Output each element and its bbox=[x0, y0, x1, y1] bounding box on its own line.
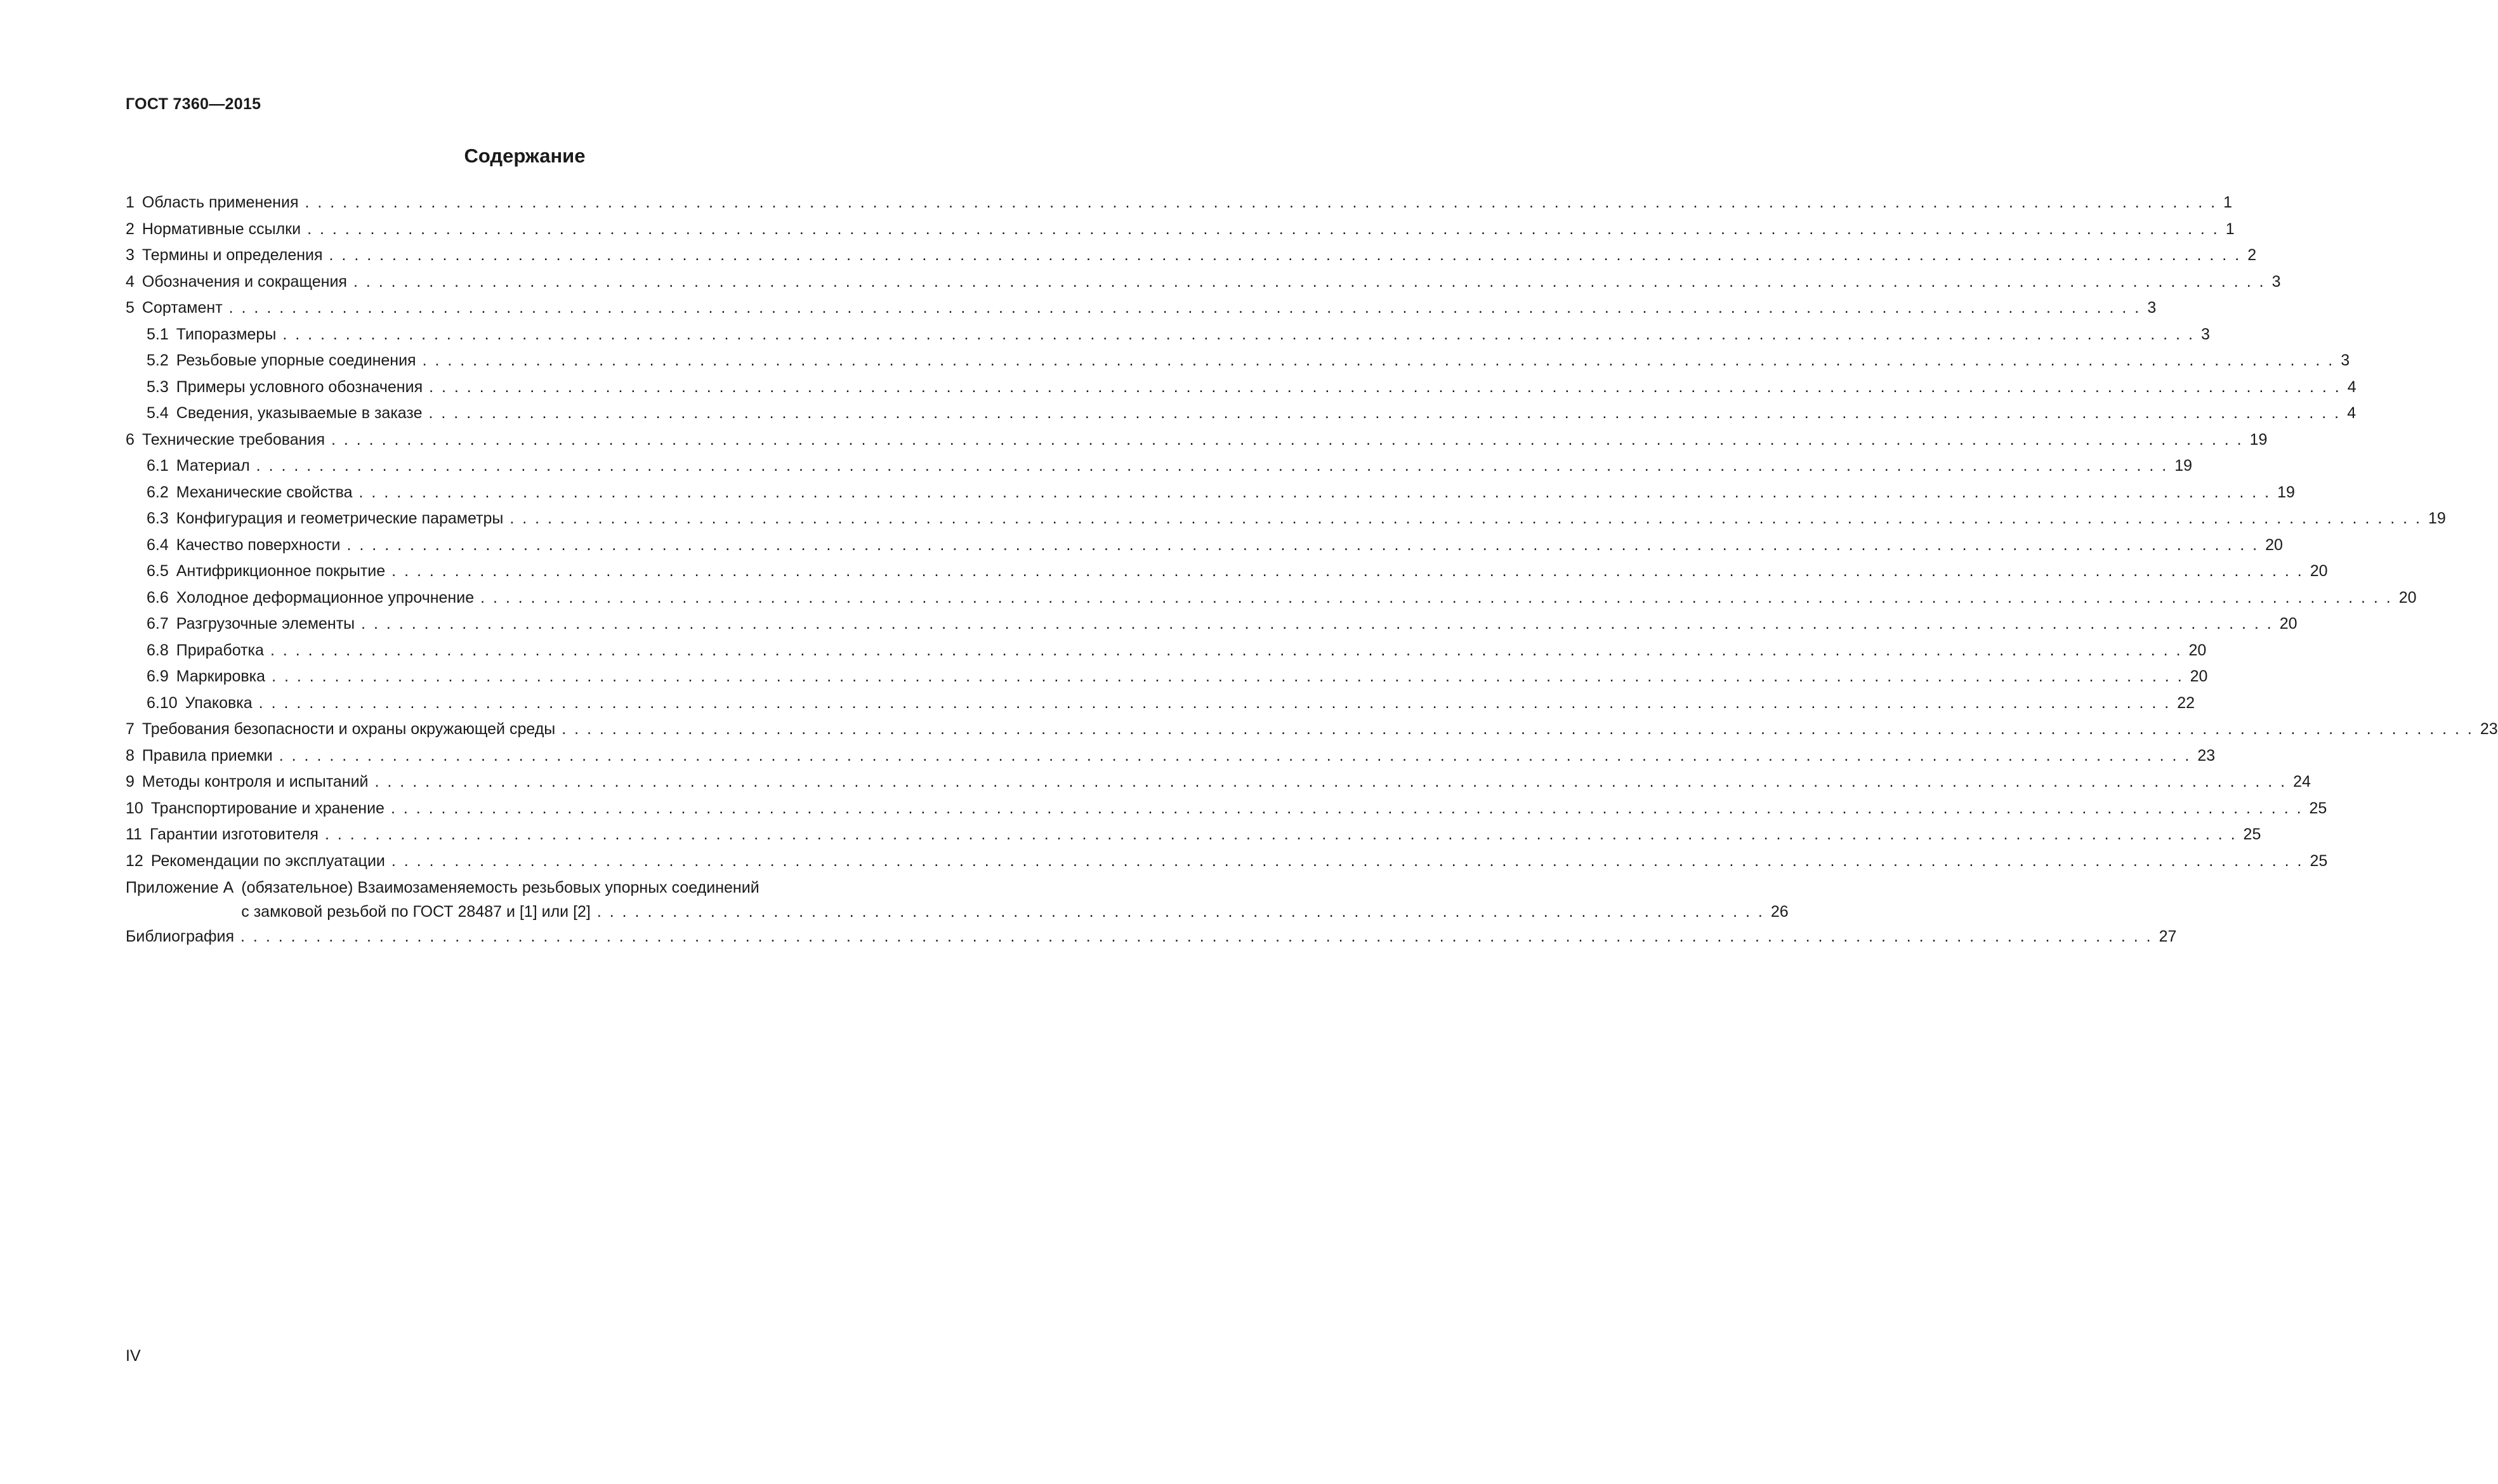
toc-entry[interactable] bbox=[126, 506, 2446, 532]
toc-entry[interactable] bbox=[126, 664, 2208, 690]
toc-entry[interactable] bbox=[126, 400, 2357, 427]
toc-entry-title: Обозначения и сокращения bbox=[141, 272, 347, 291]
dot-leader bbox=[480, 585, 2393, 612]
dot-leader bbox=[391, 848, 2304, 875]
toc-entry-page: 23 bbox=[2480, 720, 2498, 738]
toc-entry[interactable] bbox=[126, 558, 2328, 585]
toc-entry[interactable] bbox=[126, 348, 2350, 374]
toc-entry[interactable] bbox=[126, 190, 2233, 216]
toc-entry-page: 25 bbox=[2310, 851, 2328, 870]
toc-entry-number: 6.1 bbox=[147, 457, 169, 475]
toc-entry-page: 20 bbox=[2279, 615, 2298, 633]
toc-entry-page: 4 bbox=[2347, 404, 2357, 422]
toc-entry-number: 11 bbox=[126, 825, 142, 843]
toc-entry-page: 20 bbox=[2310, 562, 2328, 580]
toc-entry-number: 4 bbox=[126, 272, 135, 291]
toc-entry-title: Рекомендации по эксплуатации bbox=[150, 851, 385, 870]
toc-entry-title: Холодное деформационное упрочнение bbox=[176, 588, 475, 607]
toc-entry-title: Резьбовые упорные соединения bbox=[176, 351, 416, 369]
toc-entry-page: 19 bbox=[2428, 509, 2446, 527]
toc-entry-page: 2 bbox=[2247, 246, 2257, 264]
toc-entry-number: 9 bbox=[126, 773, 135, 791]
dot-leader bbox=[359, 480, 2271, 506]
dot-leader bbox=[562, 716, 2474, 743]
dot-leader bbox=[391, 558, 2304, 585]
toc-entry[interactable] bbox=[126, 611, 2298, 638]
toc-entry[interactable] bbox=[126, 822, 2261, 848]
toc-entry-title: Конфигурация и геометрические параметры bbox=[176, 509, 504, 527]
toc-entry[interactable] bbox=[126, 216, 2235, 243]
toc-entry-number: 5.1 bbox=[147, 325, 169, 343]
toc-entry-page: 19 bbox=[2277, 483, 2295, 501]
dot-leader bbox=[347, 532, 2259, 559]
toc-entry-title: Методы контроля и испытаний bbox=[141, 773, 369, 791]
bibliography-title: Библиография bbox=[126, 928, 235, 945]
dot-leader bbox=[375, 769, 2287, 796]
toc-entry-page: 20 bbox=[2265, 535, 2283, 554]
toc-entry-title: Гарантии изготовителя bbox=[149, 825, 319, 843]
toc-list bbox=[126, 190, 2498, 874]
toc-entry-number: 6.8 bbox=[147, 641, 169, 659]
dot-leader bbox=[279, 743, 2192, 770]
dot-leader bbox=[391, 796, 2303, 822]
toc-entry[interactable] bbox=[126, 638, 2207, 664]
toc-entry-number: 7 bbox=[126, 720, 135, 738]
toc-entry-number: 6.9 bbox=[147, 667, 169, 685]
toc-entry-page: 25 bbox=[2309, 799, 2327, 817]
toc-entry-title: Сведения, указываемые в заказе bbox=[176, 404, 423, 422]
toc-entry-title: Упаковка bbox=[185, 693, 253, 712]
toc-entry-title: Приработка bbox=[176, 641, 264, 659]
toc-entry-number: 5.4 bbox=[147, 404, 169, 422]
toc-entry-title: Сортамент bbox=[141, 299, 223, 317]
dot-leader bbox=[256, 453, 2169, 480]
toc-entry-title: Антифрикционное покрытие bbox=[176, 562, 386, 580]
toc-bibliography[interactable] bbox=[126, 924, 2177, 950]
toc-entry[interactable] bbox=[126, 769, 2311, 796]
toc-entry-page: 3 bbox=[2341, 351, 2350, 369]
toc-entry-number: 10 bbox=[126, 799, 143, 817]
toc-entry-number: 5.2 bbox=[147, 351, 169, 369]
toc-entry-title: Технические требования bbox=[141, 430, 325, 449]
toc-entry-title: Механические свойства bbox=[176, 483, 353, 501]
dot-leader bbox=[509, 506, 2422, 532]
appendix-title-line2: с замковой резьбой по ГОСТ 28487 и [1] или [2] bbox=[241, 903, 591, 921]
toc-entry-page: 20 bbox=[2190, 667, 2208, 685]
dot-leader bbox=[597, 900, 1765, 924]
toc-entry-number: 2 bbox=[126, 220, 135, 238]
toc-entry[interactable] bbox=[126, 269, 2281, 296]
toc-entry-page: 4 bbox=[2347, 378, 2357, 396]
toc-entry[interactable] bbox=[126, 322, 2210, 348]
toc-entry-title: Материал bbox=[176, 457, 250, 475]
toc-entry-number: 6.3 bbox=[147, 509, 169, 527]
dot-leader bbox=[305, 190, 2217, 216]
dot-leader bbox=[307, 216, 2219, 243]
toc-entry-page: 1 bbox=[2225, 220, 2235, 238]
toc-entry[interactable] bbox=[126, 716, 2498, 743]
toc-entry[interactable] bbox=[126, 690, 2195, 717]
dot-leader bbox=[240, 924, 2153, 950]
toc-entry-number: 8 bbox=[126, 746, 135, 765]
appendix-title-line1: (обязательное) Взаимозаменяемость резьбовых упорных соединений bbox=[241, 879, 759, 896]
toc-entry-page: 19 bbox=[2249, 430, 2268, 449]
toc-entry-title: Типоразмеры bbox=[176, 325, 277, 343]
dot-leader bbox=[423, 348, 2335, 374]
toc-entry-page: 3 bbox=[2271, 272, 2281, 291]
dot-leader bbox=[353, 269, 2266, 296]
toc-entry-number: 6.2 bbox=[147, 483, 169, 501]
toc-entry-page: 3 bbox=[2200, 325, 2210, 343]
table-of-contents bbox=[126, 190, 2498, 950]
toc-entry-title: Примеры условного обозначения bbox=[176, 378, 423, 396]
toc-entry-title: Качество поверхности bbox=[176, 535, 341, 554]
toc-entry-page: 23 bbox=[2197, 746, 2216, 765]
toc-entry[interactable] bbox=[126, 532, 2283, 559]
toc-entry-number: 6.6 bbox=[147, 588, 169, 607]
document-header: ГОСТ 7360—2015 bbox=[126, 95, 261, 113]
toc-appendix-a[interactable] bbox=[126, 876, 1789, 924]
toc-entry-title: Маркировка bbox=[176, 667, 266, 685]
bibliography-page: 27 bbox=[2159, 928, 2177, 945]
toc-entry-page: 25 bbox=[2243, 825, 2261, 843]
toc-entry-number: 6 bbox=[126, 430, 135, 449]
toc-entry-number: 12 bbox=[126, 851, 143, 870]
page-number: IV bbox=[126, 1347, 141, 1365]
toc-entry-number: 6.4 bbox=[147, 535, 169, 554]
toc-entry[interactable] bbox=[126, 374, 2357, 401]
toc-entry-title: Область применения bbox=[141, 194, 299, 211]
toc-entry-title: Нормативные ссылки bbox=[141, 220, 301, 238]
toc-entry-title: Правила приемки bbox=[141, 746, 273, 765]
toc-entry-title: Термины и определения bbox=[141, 246, 323, 264]
toc-entry-page: 3 bbox=[2147, 299, 2157, 317]
toc-entry[interactable] bbox=[126, 480, 2295, 506]
dot-leader bbox=[282, 322, 2195, 348]
dot-leader bbox=[331, 427, 2244, 454]
dot-leader bbox=[429, 374, 2341, 401]
toc-entry-number: 6.5 bbox=[147, 562, 169, 580]
dot-leader bbox=[259, 690, 2171, 717]
dot-leader bbox=[272, 664, 2184, 690]
appendix-label: Приложение А bbox=[126, 879, 234, 896]
toc-entry-page: 20 bbox=[2398, 588, 2417, 607]
toc-entry-page: 22 bbox=[2177, 693, 2195, 712]
toc-entry-number: 1 bbox=[126, 194, 135, 211]
toc-entry[interactable] bbox=[126, 295, 2157, 322]
toc-entry[interactable] bbox=[126, 796, 2327, 822]
toc-entry-number: 6.10 bbox=[147, 693, 178, 712]
dot-leader bbox=[429, 400, 2341, 427]
toc-entry[interactable] bbox=[126, 453, 2193, 480]
dot-leader bbox=[325, 822, 2237, 848]
page-title: Содержание bbox=[464, 145, 586, 167]
dot-leader bbox=[229, 295, 2141, 322]
toc-entry-number: 3 bbox=[126, 246, 135, 264]
dot-leader bbox=[329, 242, 2242, 269]
toc-entry[interactable] bbox=[126, 585, 2417, 612]
toc-entry-page: 1 bbox=[2223, 194, 2233, 211]
toc-entry-page: 19 bbox=[2174, 457, 2193, 475]
toc-entry[interactable] bbox=[126, 427, 2268, 454]
dot-leader bbox=[270, 638, 2183, 664]
toc-entry-title: Разгрузочные элементы bbox=[176, 615, 355, 633]
appendix-page: 26 bbox=[1770, 903, 1789, 921]
toc-entry-title: Требования безопасности и охраны окружающей среды bbox=[141, 720, 556, 738]
toc-entry-page: 24 bbox=[2293, 773, 2311, 791]
toc-entry[interactable] bbox=[126, 242, 2257, 269]
toc-entry-page: 20 bbox=[2188, 641, 2207, 659]
toc-entry[interactable] bbox=[126, 848, 2328, 875]
toc-entry-number: 5.3 bbox=[147, 378, 169, 396]
toc-entry-number: 5 bbox=[126, 299, 135, 317]
toc-entry-number: 6.7 bbox=[147, 615, 169, 633]
toc-entry-title: Транспортирование и хранение bbox=[150, 799, 385, 817]
dot-leader bbox=[361, 611, 2273, 638]
toc-entry[interactable] bbox=[126, 743, 2216, 770]
